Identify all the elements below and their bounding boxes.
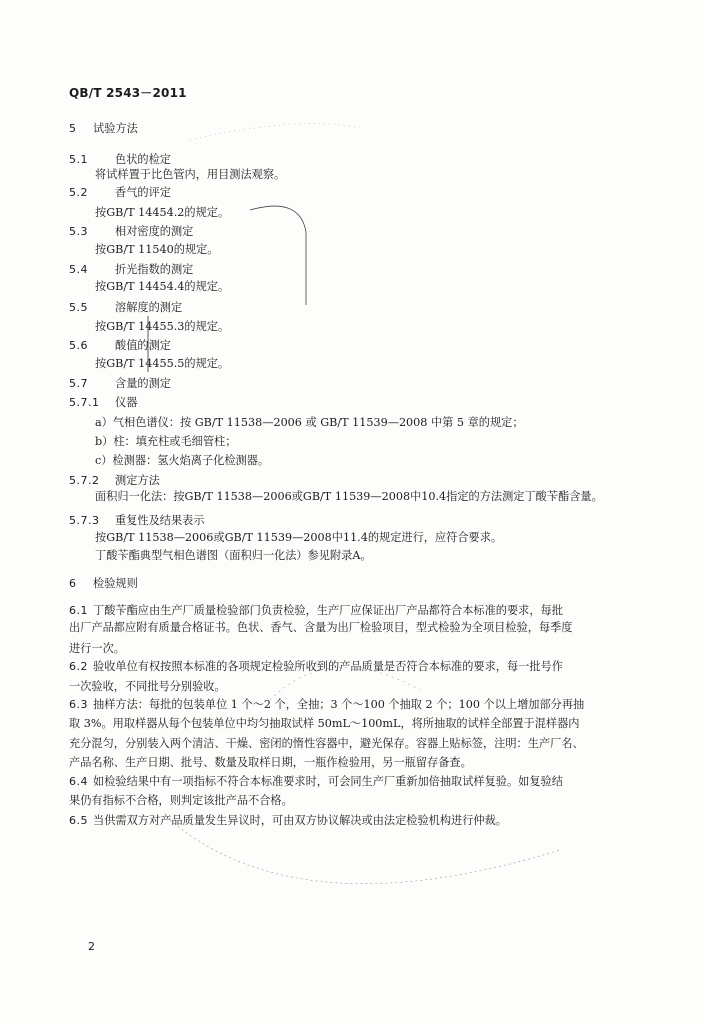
clause-number: 5 — [69, 122, 77, 135]
line-s5-3-b — [95, 243, 218, 257]
clause-text: 抽样方法：每批的包装单位 1 个～2 个，全抽；3 个～100 个抽取 2 个；100 个以上增加部分再抽 — [93, 698, 585, 711]
clause-text: 丁酸苄酯应由生产厂质量检验部门负责检验，生产厂应保证出厂产品都符合本标准的要求，每批 — [93, 604, 563, 617]
clause-title: 相对密度的测定 — [115, 225, 194, 238]
clause-text: 出厂产品都应附有质量合格证书。色状、香气、含量为出厂检验项目，型式检验为全项目检验，每季度 — [69, 621, 573, 634]
clause-text: 充分混匀，分别装入两个清洁、干燥、密闭的惰性容器中，避光保存。容器上贴标签，注明：生产厂名、 — [69, 737, 584, 750]
clause-number: 5.6 — [69, 339, 88, 352]
line-s5-5 — [69, 301, 182, 315]
clause-text: 按GB/T 11538—2006或GB/T 11539—2008中11.4的规定进行，应符合要求。 — [95, 531, 503, 544]
clause-text: 按GB/T 14455.5的规定。 — [95, 357, 230, 370]
line-s5-7-2 — [69, 474, 160, 488]
clause-number: 5.3 — [69, 225, 88, 238]
clause-title: 酸值的测定 — [115, 339, 171, 352]
clause-text: 按GB/T 14454.2的规定。 — [95, 206, 230, 219]
line-s5-7-1-a — [95, 416, 524, 430]
line-s6-3b — [69, 717, 579, 731]
clause-text: 如检验结果中有一项指标不符合本标准要求时，可会同生产厂重新加倍抽取试样复验。如复验结 — [93, 775, 563, 788]
clause-number: 6.2 — [69, 660, 88, 673]
clause-text: 按GB/T 11540的规定。 — [95, 243, 219, 256]
line-s6-5a — [69, 814, 507, 828]
clause-title: 仪器 — [115, 396, 138, 409]
line-s6 — [69, 577, 138, 591]
standard-code-header: QB/T 2543－2011 — [69, 86, 187, 100]
clause-text: 面积归一化法：按GB/T 11538—2006或GB/T 11539—2008中10.4指定的方法测定丁酸苄酯含量。 — [95, 490, 603, 503]
line-s5 — [69, 122, 138, 136]
line-s5-1-b — [95, 168, 285, 182]
line-s5-7-2-b — [95, 490, 603, 504]
clause-number: 5.2 — [69, 186, 88, 199]
page-number: 2 — [88, 940, 95, 953]
line-s6-1a — [69, 604, 563, 618]
line-s5-7-3 — [69, 514, 205, 528]
line-s5-2 — [69, 186, 171, 200]
clause-text: 产品名称、生产日期、批号、数量及取样日期，一瓶作检验用，另一瓶留存备查。 — [69, 756, 472, 769]
line-s6-3d — [69, 756, 472, 770]
clause-text: 当供需双方对产品质量发生异议时，可由双方协议解决或由法定检验机构进行仲裁。 — [93, 814, 507, 827]
line-s6-3c — [69, 737, 584, 751]
clause-number: 6.3 — [69, 698, 88, 711]
clause-number: 5.7 — [69, 377, 88, 390]
line-s5-2-b — [95, 206, 229, 220]
clause-title: 重复性及结果表示 — [115, 514, 205, 527]
line-s5-7-3-b2 — [95, 549, 372, 563]
clause-number: 5.4 — [69, 263, 88, 276]
line-s6-4b — [69, 794, 293, 808]
clause-text: b）柱：填充柱或毛细管柱； — [95, 435, 237, 448]
clause-text: a）气相色谱仪：按 GB/T 11538—2006 或 GB/T 11539—2008 中第 5 章的规定； — [95, 416, 524, 429]
clause-number: 5.7.1 — [69, 396, 100, 409]
clause-title: 色状的检定 — [115, 153, 171, 166]
clause-number: 5.5 — [69, 301, 88, 314]
clause-text: 验收单位有权按照本标准的各项规定检验所收到的产品质量是否符合本标准的要求，每一批号作 — [93, 660, 563, 673]
line-s5-6-b — [95, 357, 229, 371]
clause-text: 进行一次。 — [69, 642, 125, 655]
clause-title: 折光指数的测定 — [115, 263, 194, 276]
line-s5-7-1-b — [95, 435, 236, 449]
clause-text: 一次验收，不同批号分别验收。 — [69, 680, 226, 693]
clause-title: 溶解度的测定 — [115, 301, 183, 314]
clause-text: 果仍有指标不合格，则判定该批产品不合格。 — [69, 794, 293, 807]
clause-title: 香气的评定 — [115, 186, 171, 199]
line-s6-1b — [69, 621, 572, 635]
line-s5-7-1-c — [95, 454, 269, 468]
clause-number: 6.4 — [69, 775, 88, 788]
clause-title: 检验规则 — [93, 577, 138, 590]
line-s5-3 — [69, 225, 193, 239]
line-s5-4-b — [95, 280, 229, 294]
line-s6-4a — [69, 775, 563, 789]
line-s6-2b — [69, 680, 226, 694]
clause-title: 试验方法 — [93, 122, 138, 135]
line-s6-2a — [69, 660, 563, 674]
clause-title: 测定方法 — [115, 474, 160, 487]
line-s5-7 — [69, 377, 171, 391]
line-s5-6 — [69, 339, 171, 353]
clause-text: 按GB/T 14454.4的规定。 — [95, 280, 230, 293]
line-s5-5-b — [95, 320, 229, 334]
clause-title: 含量的测定 — [115, 377, 171, 390]
clause-number: 5.1 — [69, 153, 88, 166]
line-s5-4 — [69, 263, 193, 277]
line-s6-1c — [69, 642, 125, 656]
clause-text: c）检测器：氢火焰离子化检测器。 — [95, 454, 270, 467]
clause-number: 5.7.2 — [69, 474, 100, 487]
line-s5-7-1 — [69, 396, 137, 410]
line-s5-7-3-b1 — [95, 531, 502, 545]
line-s5-1 — [69, 153, 171, 167]
line-s6-3a — [69, 698, 584, 712]
clause-text: 将试样置于比色管内，用目测法观察。 — [95, 168, 286, 181]
clause-text: 按GB/T 14455.3的规定。 — [95, 320, 230, 333]
clause-text: 取 3%。用取样器从每个包装单位中均匀抽取试样 50mL～100mL，将所抽取的试样全部置于混样器内 — [69, 717, 580, 730]
clause-number: 6 — [69, 577, 77, 590]
clause-number: 6.5 — [69, 814, 88, 827]
clause-text: 丁酸苄酯典型气相色谱图（面积归一化法）参见附录A。 — [95, 549, 372, 562]
clause-number: 5.7.3 — [69, 514, 100, 527]
clause-number: 6.1 — [69, 604, 88, 617]
